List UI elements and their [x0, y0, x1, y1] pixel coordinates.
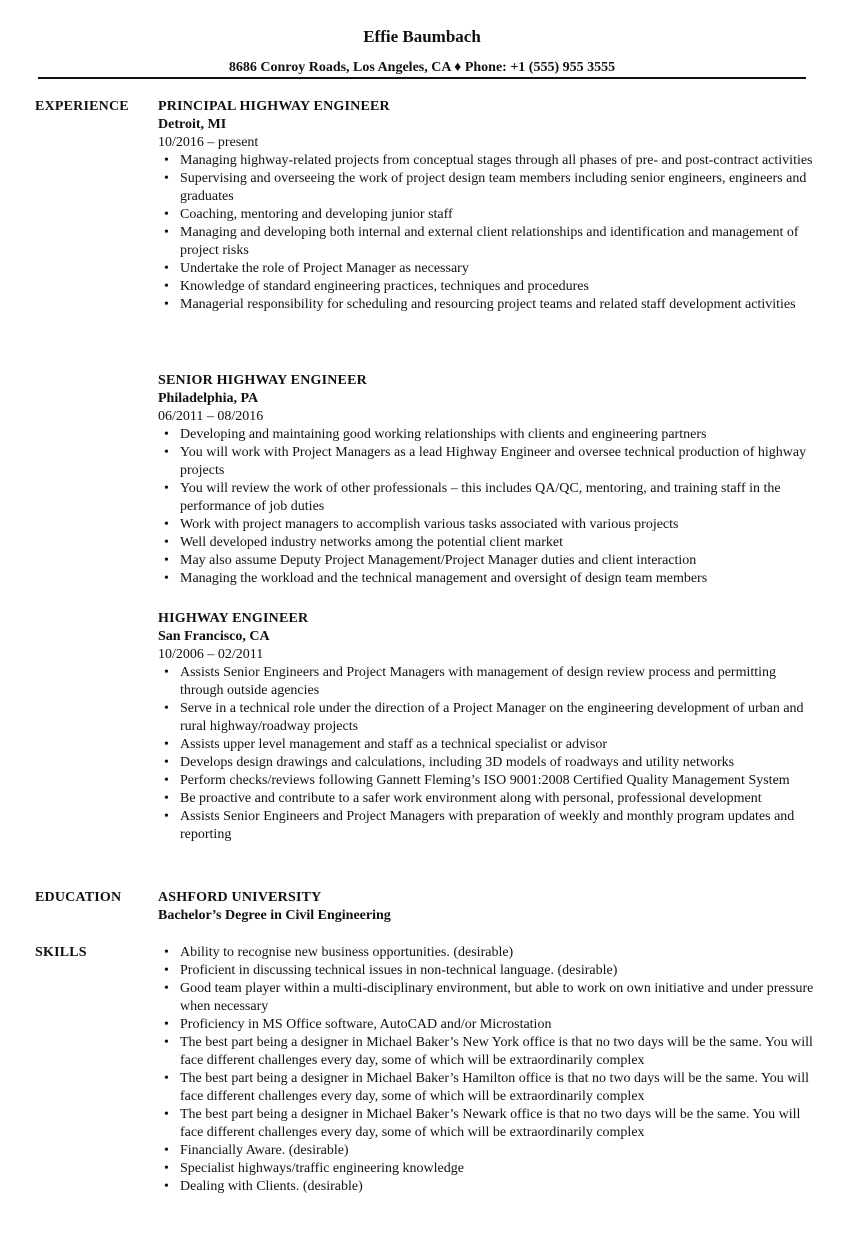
- list-item: • Managing and developing both internal and external client relationships and identification and management of project risks: [158, 224, 823, 260]
- job-entry: [158, 372, 823, 588]
- job-title: SENIOR HIGHWAY ENGINEER: [158, 373, 367, 388]
- job-title: PRINCIPAL HIGHWAY ENGINEER: [158, 99, 390, 114]
- list-item: • Managerial responsibility for scheduling and resourcing project teams and related staff development activities: [158, 296, 823, 314]
- job-entry: [158, 98, 823, 314]
- list-item: • You will review the work of other professionals – this includes QA/QC, mentoring, and training staff in the performance of job duties: [158, 480, 823, 516]
- list-item: • Be proactive and contribute to a safer work environment along with personal, professional development: [158, 790, 823, 808]
- list-item: • Coaching, mentoring and developing junior staff: [158, 206, 823, 224]
- job-responsibilities: [158, 426, 823, 588]
- header-divider: [38, 77, 806, 79]
- list-item: • Good team player within a multi-disciplinary environment, but able to work on own initiative and under pressure when necessary: [158, 980, 823, 1016]
- list-item: • Assists Senior Engineers and Project Managers with management of design review process and permitting through outside agencies: [158, 664, 823, 700]
- list-item: • Developing and maintaining good working relationships with clients and engineering partners: [158, 426, 823, 444]
- job-location: San Francisco, CA: [158, 629, 270, 644]
- list-item: • The best part being a designer in Michael Baker’s New York office is that no two days will be the same. You will face different challenges every day, some of which will be extraordinarily complex: [158, 1034, 823, 1070]
- list-item: • The best part being a designer in Michael Baker’s Newark office is that no two days will be the same. You will face different challenges every day, some of which will be extraordinarily complex: [158, 1106, 823, 1142]
- list-item: • You will work with Project Managers as a lead Highway Engineer and oversee technical production of highway projects: [158, 444, 823, 480]
- degree: Bachelor’s Degree in Civil Engineering: [158, 908, 391, 923]
- list-item: • Serve in a technical role under the direction of a Project Manager on the engineering development of urban and rural highway/roadway projects: [158, 700, 823, 736]
- job-location: Philadelphia, PA: [158, 391, 259, 406]
- job-dates: 10/2016 – present: [158, 135, 259, 150]
- job-dates: 06/2011 – 08/2016: [158, 409, 264, 424]
- education-heading: EDUCATION: [35, 890, 122, 905]
- candidate-name: Effie Baumbach: [363, 27, 481, 46]
- skills-list-wrapper: [158, 944, 823, 1196]
- experience-heading: EXPERIENCE: [35, 99, 129, 114]
- list-item: • Proficient in discussing technical issues in non-technical language. (desirable): [158, 962, 823, 980]
- list-item: • Managing the workload and the technical management and oversight of design team members: [158, 570, 823, 588]
- list-item: • Ability to recognise new business opportunities. (desirable): [158, 944, 823, 962]
- list-item: • Undertake the role of Project Manager as necessary: [158, 260, 823, 278]
- job-entry: [158, 610, 823, 844]
- contact-line: 8686 Conroy Roads, Los Angeles, CA ♦ Phone: +1 (555) 955 3555: [228, 60, 616, 75]
- list-item: • May also assume Deputy Project Management/Project Manager duties and client interaction: [158, 552, 823, 570]
- list-item: • Well developed industry networks among the potential client market: [158, 534, 823, 552]
- list-item: • Supervising and overseeing the work of project design team members including senior engineers, engineers and graduates: [158, 170, 823, 206]
- list-item: • Dealing with Clients. (desirable): [158, 1178, 823, 1196]
- list-item: • Proficiency in MS Office software, AutoCAD and/or Microstation: [158, 1016, 823, 1034]
- school-name: ASHFORD UNIVERSITY: [158, 890, 322, 905]
- skills-heading: SKILLS: [35, 945, 87, 960]
- list-item: • Financially Aware. (desirable): [158, 1142, 823, 1160]
- resume-header: [38, 27, 806, 76]
- job-location: Detroit, MI: [158, 117, 227, 132]
- skills-list: [158, 944, 823, 1196]
- list-item: • The best part being a designer in Michael Baker’s Hamilton office is that no two days will be the same. You will face different challenges every day, some of which will be extraordinarily complex: [158, 1070, 823, 1106]
- education-entry: [158, 889, 823, 925]
- list-item: • Knowledge of standard engineering practices, techniques and procedures: [158, 278, 823, 296]
- list-item: • Specialist highways/traffic engineering knowledge: [158, 1160, 823, 1178]
- job-title: HIGHWAY ENGINEER: [158, 611, 309, 626]
- job-dates: 10/2006 – 02/2011: [158, 647, 264, 662]
- list-item: • Develops design drawings and calculations, including 3D models of roadways and utility networks: [158, 754, 823, 772]
- job-responsibilities: [158, 664, 823, 844]
- list-item: • Assists upper level management and staff as a technical specialist or advisor: [158, 736, 823, 754]
- list-item: • Perform checks/reviews following Gannett Fleming’s ISO 9001:2008 Certified Quality Management System: [158, 772, 823, 790]
- job-responsibilities: [158, 152, 823, 314]
- list-item: • Work with project managers to accomplish various tasks associated with various projects: [158, 516, 823, 534]
- list-item: • Managing highway-related projects from conceptual stages through all phases of pre- and post-contract activities: [158, 152, 823, 170]
- list-item: • Assists Senior Engineers and Project Managers with preparation of weekly and monthly program updates and reporting: [158, 808, 823, 844]
